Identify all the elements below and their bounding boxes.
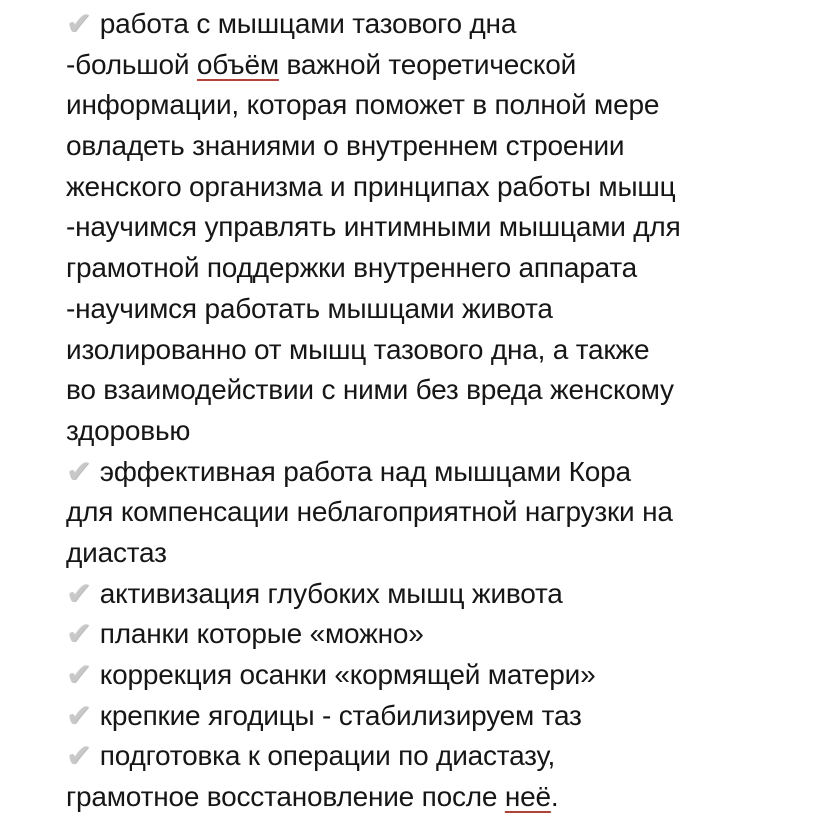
text-line [66, 655, 766, 696]
text-line [66, 167, 766, 208]
text-line [66, 614, 766, 655]
text-line [66, 330, 766, 371]
text-line [66, 45, 766, 86]
text-line [66, 207, 766, 248]
text-line [66, 696, 766, 737]
text-line [66, 289, 766, 330]
text-line [66, 533, 766, 574]
text-segment: -научимся работать мышцами живота [66, 292, 553, 324]
text-segment: коррекция осанки «кормящей матери» [99, 659, 596, 690]
text-segment: для компенсации неблагоприятной нагрузки на [66, 496, 673, 528]
text-segment: изолированно от мышц тазового дна, а также [66, 333, 650, 365]
check-mark-icon: ✔ [66, 453, 92, 490]
text-line [66, 248, 766, 289]
text-segment: во взаимодействии с ними без вреда женскому [66, 374, 674, 406]
text-segment: диастаз [66, 536, 167, 568]
misspelled-word: объём [196, 48, 279, 80]
text-line [66, 85, 766, 126]
check-mark-icon: ✔ [66, 575, 92, 612]
text-segment: женского организма и принципах работы мышц [66, 170, 676, 202]
text-segment: -научимся управлять интимными мышцами для [66, 211, 681, 243]
misspelled-word: неё [504, 781, 551, 813]
text-segment: подготовка к операции по диастазу, [99, 740, 556, 772]
text-segment: информации, которая поможет в полной мере [66, 89, 660, 121]
text-segment: работа с мышцами тазового дна [99, 8, 517, 39]
text-line [66, 777, 766, 816]
check-mark-icon: ✔ [66, 657, 92, 693]
text-segment: овладеть знаниями о внутреннем строении [66, 130, 625, 162]
check-mark-icon: ✔ [66, 738, 92, 775]
text-line [66, 736, 766, 777]
text-segment: активизация глубоких мышц живота [99, 577, 563, 609]
text-segment: крепкие ягодицы - стабилизируем таз [99, 699, 582, 731]
text-segment: здоровью [66, 414, 191, 446]
text-segment: грамотное восстановление после [66, 781, 505, 813]
text-segment: эффективная работа над мышцами Кора [99, 455, 631, 487]
text-segment: грамотной поддержки внутреннего аппарата [66, 252, 638, 284]
text-line [66, 574, 766, 615]
text-segment: -большой [66, 48, 197, 80]
text-line [66, 492, 766, 533]
text-block [66, 4, 766, 816]
text-segment: важной теоретической [278, 48, 577, 80]
text-line [66, 126, 766, 167]
text-segment: . [550, 781, 559, 813]
check-mark-icon: ✔ [66, 6, 92, 42]
text-line [66, 411, 766, 452]
text-line [66, 4, 766, 45]
check-mark-icon: ✔ [66, 616, 92, 653]
text-segment: планки которые «можно» [99, 618, 424, 650]
check-mark-icon: ✔ [66, 697, 92, 734]
text-line [66, 370, 766, 411]
text-line [66, 452, 766, 493]
